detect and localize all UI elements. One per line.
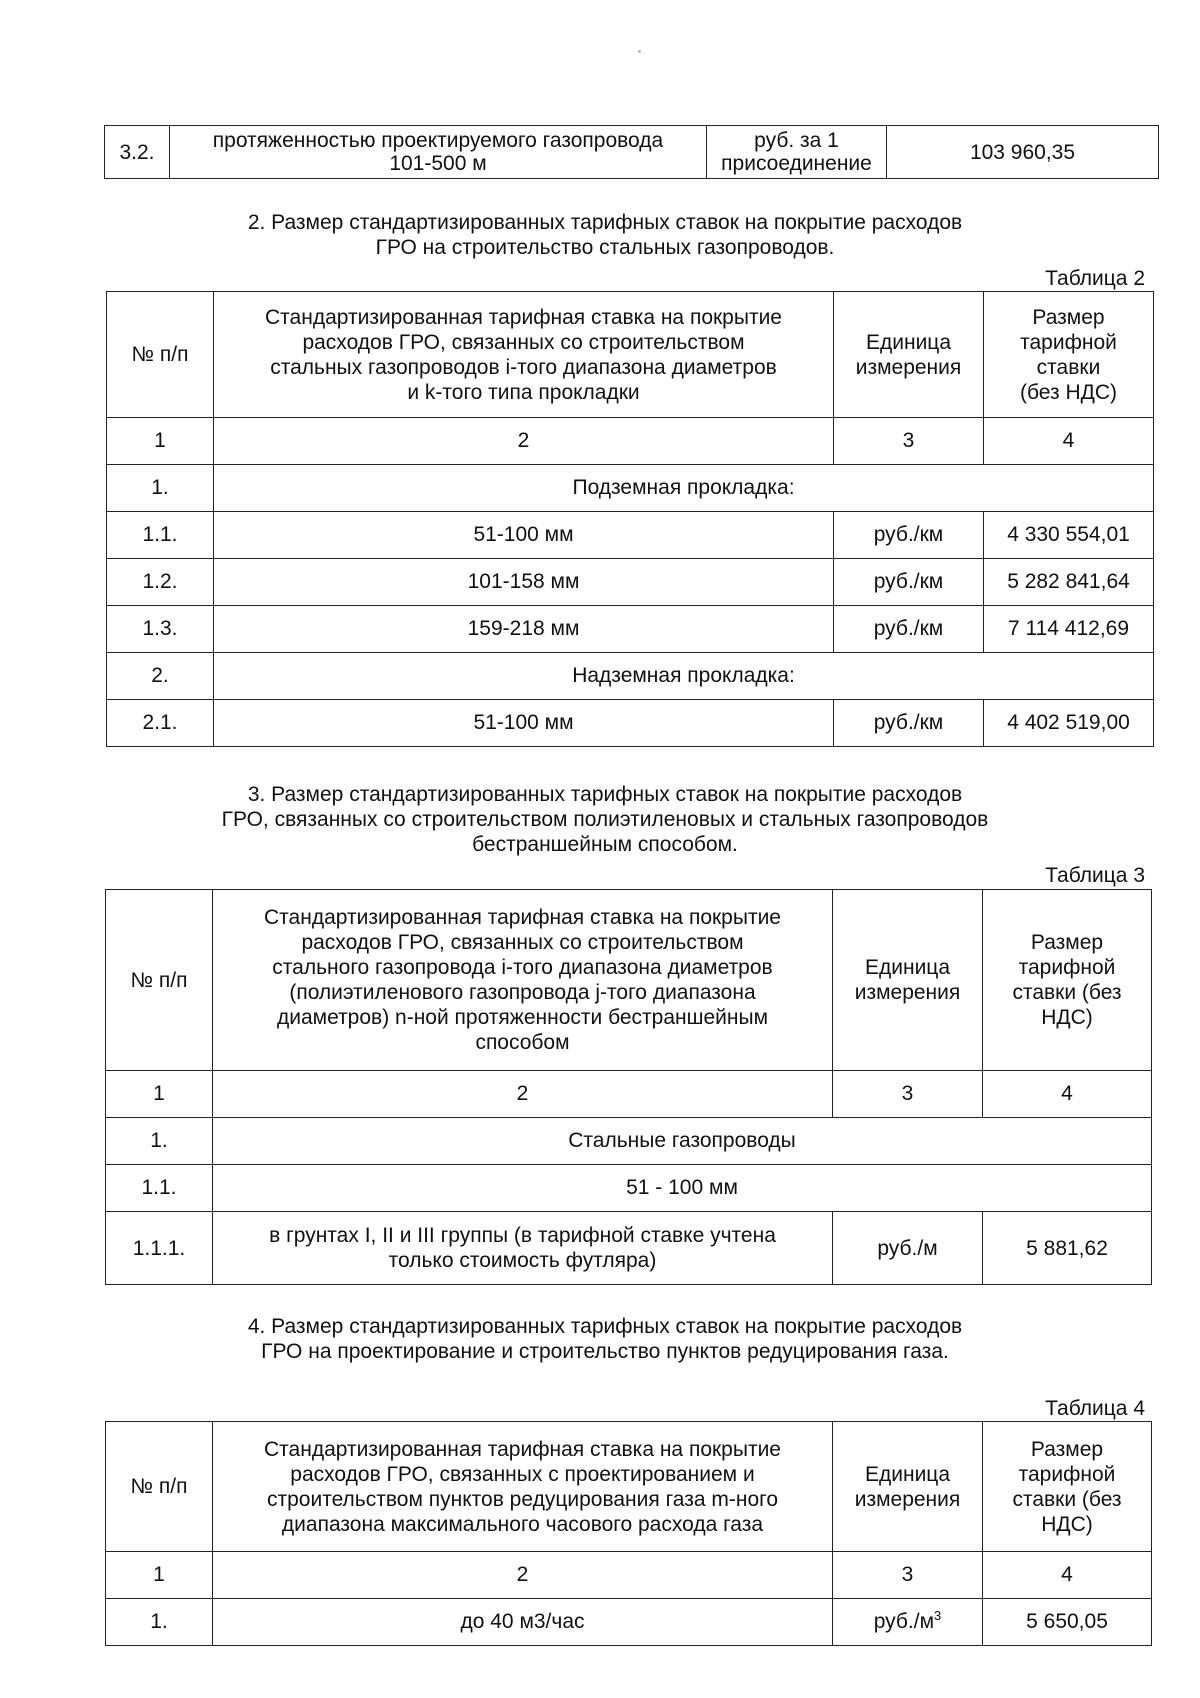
- colnum-3: 3: [833, 1552, 983, 1599]
- colnum-2: 2: [214, 418, 834, 465]
- table-header-row: [107, 292, 1154, 418]
- table-row: [106, 1212, 1152, 1285]
- row-number: 3.2.: [105, 126, 170, 179]
- group-row: [106, 1165, 1152, 1212]
- row-number: 2.: [107, 653, 214, 700]
- header-value: Размер тарифной ставки (без НДС): [983, 890, 1152, 1071]
- colnum-1: 1: [107, 418, 214, 465]
- row-description: до 40 м3/час: [213, 1599, 833, 1646]
- row-number: 2.1.: [107, 700, 214, 747]
- column-number-row: [106, 1071, 1152, 1118]
- table-2-caption: Таблица 2: [1045, 267, 1145, 290]
- group-row: [107, 465, 1154, 512]
- section-4-heading: 4. Размер стандартизированных тарифных ставок на покрытие расходов ГРО на проектирование и строительство пунктов редуцирования газа.: [247, 1315, 963, 1363]
- header-description: Стандартизированная тарифная ставка на покрытие расходов ГРО, связанных со строительством стального газопровода i-того диапазона диаметров (полиэтиленового газопровода j-того диапазона диаметров) n-ной протяженности бестраншейным способом: [213, 890, 833, 1071]
- header-number: № п/п: [107, 292, 214, 418]
- row-unit: руб. за 1 присоединение: [707, 126, 887, 179]
- colnum-1: 1: [106, 1552, 213, 1599]
- table-row: [107, 559, 1154, 606]
- table-3-caption: Таблица 3: [1045, 864, 1145, 887]
- row-value: 103 960,35: [887, 126, 1159, 179]
- column-number-row: [106, 1552, 1152, 1599]
- table-row: [107, 606, 1154, 653]
- colnum-3: 3: [833, 1071, 983, 1118]
- header-unit: Единица измерения: [834, 292, 984, 418]
- row-value: 5 881,62: [983, 1212, 1152, 1285]
- row-number: 1.1.1.: [106, 1212, 213, 1285]
- colnum-3: 3: [834, 418, 984, 465]
- row-unit: руб./км: [834, 559, 984, 606]
- table-row: [106, 1599, 1152, 1646]
- row-number: 1.1.: [106, 1165, 213, 1212]
- table-2: [106, 291, 1154, 747]
- row-description: 51-100 мм: [214, 700, 834, 747]
- colnum-4: 4: [983, 1552, 1152, 1599]
- row-description: 51-100 мм: [214, 512, 834, 559]
- group-title: 51 - 100 мм: [213, 1165, 1152, 1212]
- colnum-2: 2: [213, 1071, 833, 1118]
- group-title: Надземная прокладка:: [214, 653, 1154, 700]
- header-unit: Единица измерения: [833, 1422, 983, 1552]
- section-2-heading: 2. Размер стандартизированных тарифных ставок на покрытие расходов ГРО на строительство стальных газопроводов.: [247, 211, 963, 259]
- continuation-table: [104, 125, 1159, 179]
- row-description: 159-218 мм: [214, 606, 834, 653]
- row-number: 1.: [107, 465, 214, 512]
- row-unit: руб./км: [834, 606, 984, 653]
- column-number-row: [107, 418, 1154, 465]
- colnum-4: 4: [984, 418, 1154, 465]
- table-4: [105, 1421, 1152, 1646]
- row-description: протяженностью проектируемого газопровода 101-500 м: [170, 126, 707, 179]
- row-description: в грунтах I, II и III группы (в тарифной ставке учтена только стоимость футляра): [213, 1212, 833, 1285]
- header-number: № п/п: [106, 890, 213, 1071]
- row-unit: руб./км: [834, 512, 984, 559]
- row-number: 1.1.: [107, 512, 214, 559]
- table-4-caption: Таблица 4: [1045, 1397, 1145, 1420]
- header-unit: Единица измерения: [833, 890, 983, 1071]
- table-header-row: [106, 890, 1152, 1071]
- table-row: [107, 700, 1154, 747]
- header-value: Размер тарифной ставки (без НДС): [984, 292, 1154, 418]
- row-value: 5 282 841,64: [984, 559, 1154, 606]
- table-3: [105, 889, 1152, 1285]
- section-3-heading: 3. Размер стандартизированных тарифных ставок на покрытие расходов ГРО, связанных со строительством полиэтиленовых и стальных газопроводов бестраншейным способом.: [221, 783, 989, 856]
- colnum-2: 2: [213, 1552, 833, 1599]
- table-header-row: [106, 1422, 1152, 1552]
- row-value: 7 114 412,69: [984, 606, 1154, 653]
- row-unit: руб./м: [833, 1212, 983, 1285]
- header-description: Стандартизированная тарифная ставка на покрытие расходов ГРО, связанных со строительством стальных газопроводов i-того диапазона диаметров и k-того типа прокладки: [214, 292, 834, 418]
- scan-speck: [638, 50, 641, 53]
- row-number: 1.: [106, 1599, 213, 1646]
- row-value: 4 330 554,01: [984, 512, 1154, 559]
- row-number: 1.2.: [107, 559, 214, 606]
- table-row: [107, 512, 1154, 559]
- colnum-1: 1: [106, 1071, 213, 1118]
- group-title: Стальные газопроводы: [213, 1118, 1152, 1165]
- row-unit: $руб./м^3$: [833, 1599, 983, 1646]
- group-title: Подземная прокладка:: [214, 465, 1154, 512]
- row-number: 1.: [106, 1118, 213, 1165]
- row-number: 1.3.: [107, 606, 214, 653]
- header-number: № п/п: [106, 1422, 213, 1552]
- header-description: Стандартизированная тарифная ставка на покрытие расходов ГРО, связанных с проектированием и строительством пунктов редуцирования газа m-ного диапазона максимального часового расхода газа: [213, 1422, 833, 1552]
- group-row: [107, 653, 1154, 700]
- group-row: [106, 1118, 1152, 1165]
- row-value: 5 650,05: [983, 1599, 1152, 1646]
- row-value: 4 402 519,00: [984, 700, 1154, 747]
- header-value: Размер тарифной ставки (без НДС): [983, 1422, 1152, 1552]
- colnum-4: 4: [983, 1071, 1152, 1118]
- row-description: 101-158 мм: [214, 559, 834, 606]
- table-row: [105, 126, 1159, 179]
- row-unit: руб./км: [834, 700, 984, 747]
